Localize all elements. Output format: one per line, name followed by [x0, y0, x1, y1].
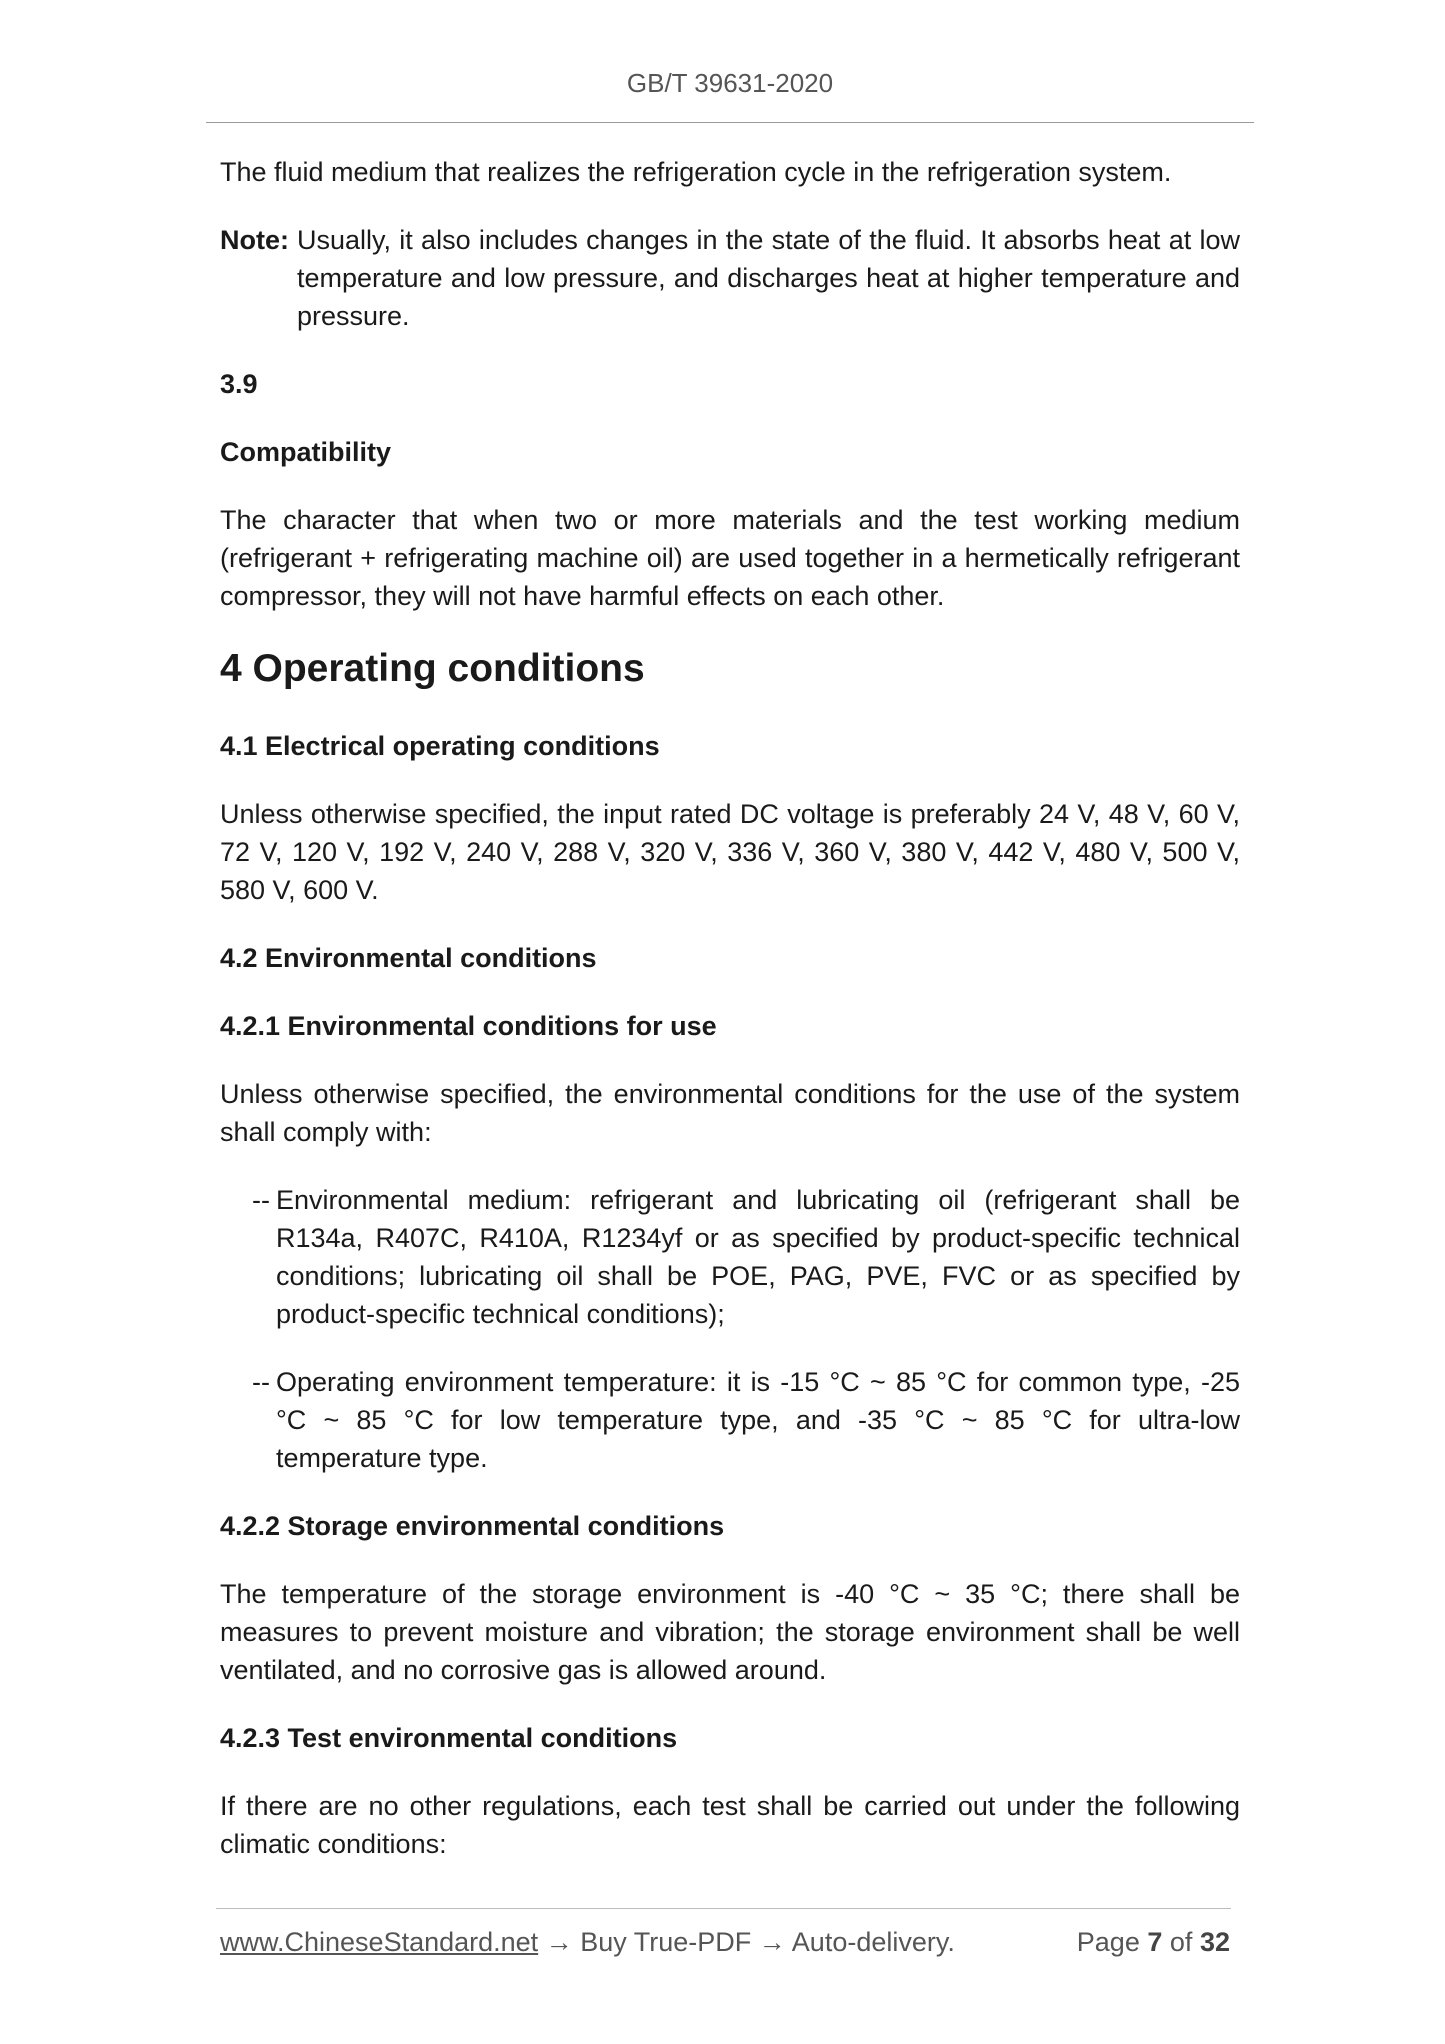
page-content	[220, 153, 1240, 1893]
delivery-text: Auto-delivery.	[791, 1927, 955, 1957]
section-heading-4: 4 Operating conditions	[220, 647, 645, 690]
term-definition: The character that when two or more materials and the test working medium (refrigerant + refrigerating machine oil) are used together in a hermetically refrigerant compressor, they will not have harmful effects on each other.	[220, 505, 1240, 611]
section-4-2-1-text: Unless otherwise specified, the environmental conditions for the use of the system shall comply with:	[220, 1079, 1240, 1147]
arrow-right-icon: →	[758, 1927, 786, 1957]
page-footer	[220, 1927, 1230, 1958]
section-heading-4-2: 4.2 Environmental conditions	[220, 943, 597, 973]
page-indicator	[1077, 1927, 1230, 1958]
section-4-2-3-text: If there are no other regulations, each test shall be carried out under the following climatic conditions:	[220, 1791, 1240, 1859]
page-total: 32	[1199, 1927, 1230, 1957]
list-dash: --	[252, 1367, 270, 1397]
note-block	[220, 221, 1240, 335]
page-label: Page	[1076, 1927, 1140, 1957]
section-heading-4-1: 4.1 Electrical operating conditions	[220, 731, 660, 761]
website-link[interactable]: www.ChineseStandard.net	[220, 1927, 539, 1957]
list-item	[252, 1181, 1240, 1333]
section-heading-4-2-3: 4.2.3 Test environmental conditions	[220, 1723, 678, 1753]
list-item-text: Operating environment temperature: it is -15 °C ~ 85 °C for common type, -25 °C ~ 85 °C for low temperature type, and -35 °C ~ 85 °C for ultra-low temperature type.	[275, 1367, 1240, 1473]
header-divider	[206, 122, 1254, 123]
footer-promo	[220, 1927, 955, 1958]
term-compatibility: Compatibility	[220, 437, 392, 467]
clause-number-3-9: 3.9	[220, 369, 258, 399]
section-heading-4-2-1: 4.2.1 Environmental conditions for use	[220, 1011, 717, 1041]
footer-divider	[216, 1908, 1231, 1909]
section-4-1-text: Unless otherwise specified, the input rated DC voltage is preferably 24 V, 48 V, 60 V, 72 V, 120 V, 192 V, 240 V, 288 V, 320 V, 336 V, 360 V, 380 V, 442 V, 480 V, 500 V, 580 V, 600 V.	[220, 799, 1240, 905]
section-heading-4-2-2: 4.2.2 Storage environmental conditions	[220, 1511, 725, 1541]
note-label: Note:	[220, 225, 289, 255]
section-4-2-2-text: The temperature of the storage environment is -40 °C ~ 35 °C; there shall be measures to prevent moisture and vibration; the storage environment shall be well ventilated, and no corrosive gas is allowed around.	[220, 1579, 1240, 1685]
note-text: Usually, it also includes changes in the state of the fluid. It absorbs heat at low temperature and low pressure, and discharges heat at higher temperature and pressure.	[297, 225, 1240, 331]
document-header	[206, 68, 1254, 99]
list-item-text: Environmental medium: refrigerant and lubricating oil (refrigerant shall be R134a, R407C, R410A, R1234yf or as specified by product-specific technical conditions; lubricating oil shall be POE, PAG, PVE, FVC or as specified by product-specific technical conditions);	[275, 1185, 1240, 1329]
arrow-right-icon: →	[545, 1927, 573, 1957]
intro-paragraph: The fluid medium that realizes the refrigeration cycle in the refrigeration system.	[220, 157, 1172, 187]
page-current: 7	[1147, 1927, 1163, 1957]
standard-number: GB/T 39631-2020	[626, 68, 834, 98]
buy-text: Buy True-PDF	[580, 1927, 752, 1957]
of-label: of	[1169, 1927, 1193, 1957]
list-dash: --	[252, 1185, 270, 1215]
list-item	[252, 1363, 1240, 1477]
